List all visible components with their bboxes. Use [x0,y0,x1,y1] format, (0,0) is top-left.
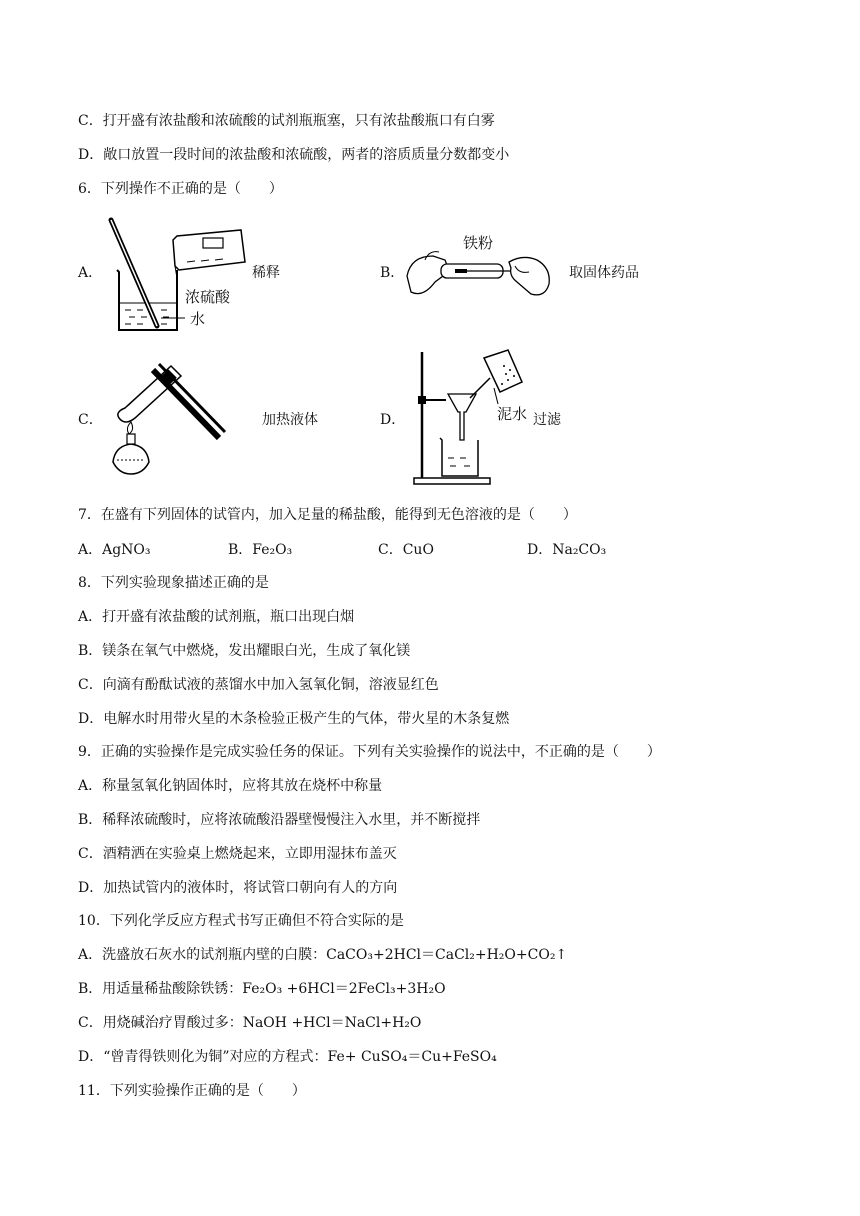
q7-option-b: B．Fe₂O₃ [228,542,293,558]
q11-stem: 11．下列实验操作正确的是（ ） [78,1083,306,1099]
dilution-illustration [105,218,255,338]
q6-option-c-letter: C． [78,412,103,428]
heating-liquid-illustration [105,358,235,488]
q6-option-d-letter: D． [380,412,406,428]
q10-option-d: D．“曾青得铁则化为铜”对应的方程式：Fe+ CuSO₄＝Cu+FeSO₄ [78,1049,497,1065]
q8-option-d: D．电解水时用带火星的木条检验正极产生的气体，带火星的木条复燃 [78,711,510,727]
q6-option-a-caption: 稀释 [252,265,280,281]
q9-option-b: B．稀释浓硫酸时，应将浓硫酸沿器壁慢慢注入水里，并不断搅拌 [78,812,481,828]
q6-option-b-letter: B． [380,265,405,281]
q9-option-c: C．酒精洒在实验桌上燃烧起来，立即用湿抹布盖灭 [78,846,397,862]
muddy-water-label: 泥水 [497,405,528,423]
q6-option-b-caption: 取固体药品 [569,265,639,281]
iron-powder-label: 铁粉 [463,234,494,252]
q6-option-c-caption: 加热液体 [262,412,318,428]
q9-option-a: A．称量氢氧化钠固体时，应将其放在烧杯中称量 [78,778,383,794]
q5-option-d: D．敞口放置一段时间的浓盐酸和浓硫酸，两者的溶质质量分数都变小 [78,147,510,163]
q6-option-a-letter: A． [78,265,103,281]
q8-option-b: B．镁条在氧气中燃烧，发出耀眼白光，生成了氧化镁 [78,643,411,659]
q10-stem: 10．下列化学反应方程式书写正确但不符合实际的是 [78,913,404,929]
q8-stem: 8．下列实验现象描述正确的是 [78,575,269,591]
q5-option-c: C．打开盛有浓盐酸和浓硫酸的试剂瓶瓶塞，只有浓盐酸瓶口有白雾 [78,113,495,129]
q7-option-a: A．AgNO₃ [78,542,151,558]
q9-stem: 9．正确的实验操作是完成实验任务的保证。下列有关实验操作的说法中，不正确的是（ ） [78,744,661,760]
q7-option-c: C．CuO [378,542,434,558]
q10-option-c: C．用烧碱治疗胃酸过多：NaOH +HCl＝NaCl+H₂O [78,1015,422,1031]
q10-option-b: B．用适量稀盐酸除铁锈：Fe₂O₃ +6HCl＝2FeCl₃+3H₂O [78,981,446,997]
water-label: 水 [190,310,206,328]
q6-option-d-caption: 过滤 [533,412,561,428]
q8-option-a: A．打开盛有浓盐酸的试剂瓶，瓶口出现白烟 [78,609,355,625]
q7-stem: 7．在盛有下列固体的试管内，加入足量的稀盐酸，能得到无色溶液的是（ ） [78,507,577,523]
q6-stem: 6．下列操作不正确的是（ ） [78,181,283,197]
concentrated-sulfuric-acid-label: 浓硫酸 [185,288,231,306]
q8-option-c: C．向滴有酚酞试液的蒸馏水中加入氢氧化铜，溶液显红色 [78,677,439,693]
q10-option-a: A．洗盛放石灰水的试剂瓶内壁的白膜：CaCO₃+2HCl＝CaCl₂+H₂O+CO₂↑ [78,947,568,963]
q7-option-d: D．Na₂CO₃ [527,542,607,558]
q9-option-d: D．加热试管内的液体时，将试管口朝向有人的方向 [78,880,398,896]
